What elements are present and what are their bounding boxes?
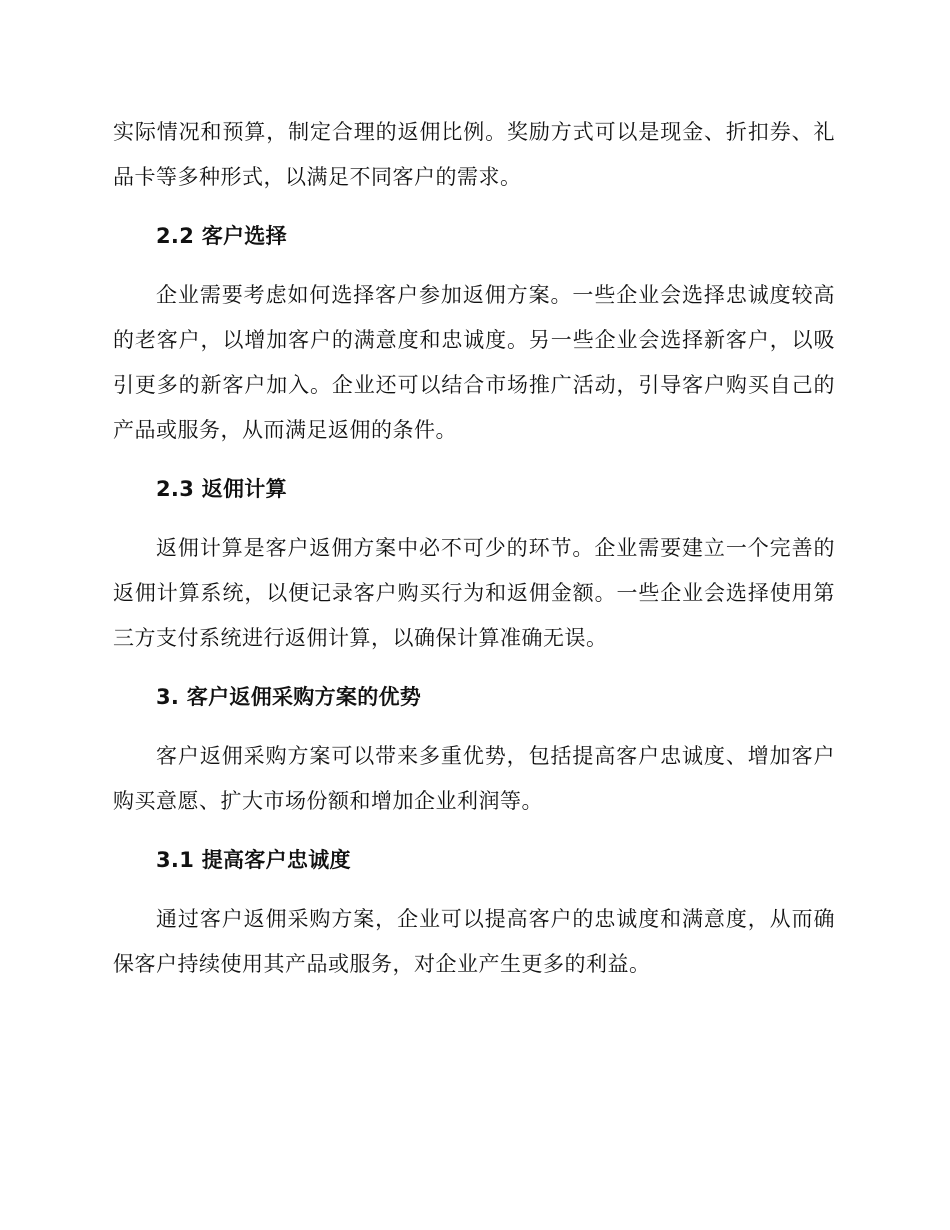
- paragraph-loyalty: 通过客户返佣采购方案，企业可以提高客户的忠诚度和满意度，从而确保客户持续使用其产品或服务，对企业产生更多的利益。: [113, 907, 835, 976]
- spacer: [113, 259, 835, 273]
- spacer: [113, 824, 835, 838]
- section-heading-2-3: 2.3 返佣计算: [156, 477, 287, 501]
- paragraph-rebate-calculation: 返佣计算是客户返佣方案中必不可少的环节。企业需要建立一个完善的返佣计算系统，以便记录客户购买行为和返佣金额。一些企业会选择使用第三方支付系统进行返佣计算，以确保计算准确无误。: [113, 536, 835, 650]
- section-heading-2-2: 2.2 客户选择: [156, 224, 287, 248]
- section-heading-3: 3. 客户返佣采购方案的优势: [156, 685, 422, 709]
- spacer: [113, 883, 835, 897]
- section-heading-3-1: 3.1 提高客户忠诚度: [156, 848, 351, 872]
- spacer: [113, 453, 835, 467]
- spacer: [113, 720, 835, 734]
- spacer: [113, 512, 835, 526]
- spacer: [113, 661, 835, 675]
- paragraph-budget-continuation: 实际情况和预算，制定合理的返佣比例。奖励方式可以是现金、折扣券、礼品卡等多种形式，以满足不同客户的需求。: [113, 120, 835, 189]
- paragraph-customer-selection: 企业需要考虑如何选择客户参加返佣方案。一些企业会选择忠诚度较高的老客户，以增加客户的满意度和忠诚度。另一些企业会选择新客户，以吸引更多的新客户加入。企业还可以结合市场推广活动，引导客户购买自己的产品或服务，从而满足返佣的条件。: [113, 283, 835, 442]
- spacer: [113, 200, 835, 214]
- paragraph-advantages: 客户返佣采购方案可以带来多重优势，包括提高客户忠诚度、增加客户购买意愿、扩大市场份额和增加企业利润等。: [113, 744, 835, 813]
- document-body: [113, 110, 835, 987]
